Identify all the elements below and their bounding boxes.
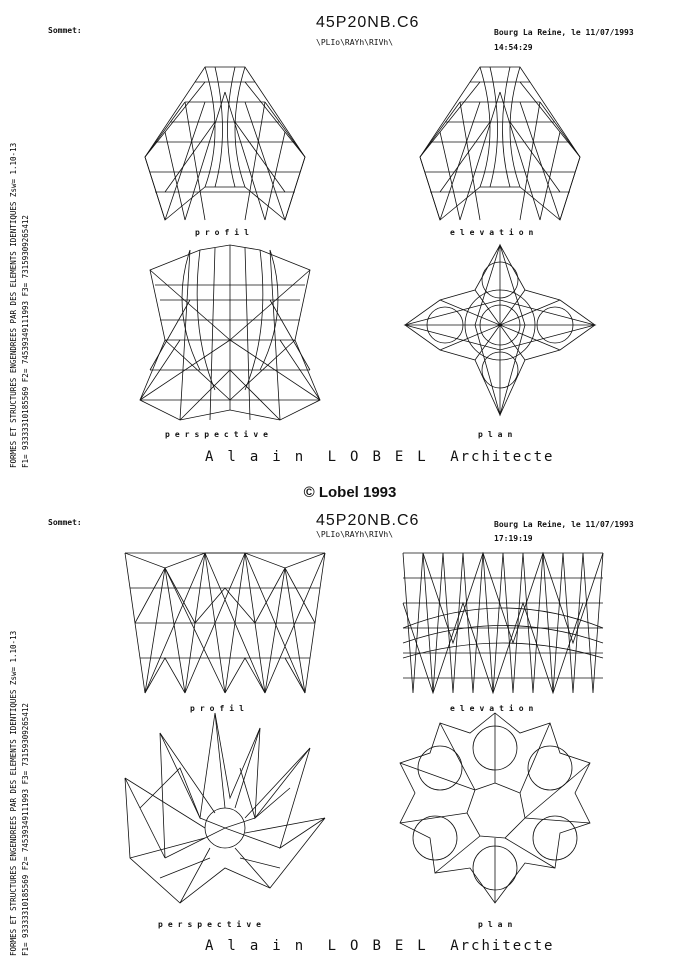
copyright-caption: © Lobel 1993 bbox=[303, 484, 397, 501]
place-date: Bourg La Reine, le 11/07/1993 bbox=[494, 28, 634, 37]
drawing-sheet-bottom bbox=[0, 508, 700, 962]
side-caption-line-1: FORMES ET STRUCTURES ENGENDREES PAR DES ELEMENTS IDENTIQUES Zsw= 1.10-13 bbox=[9, 630, 18, 956]
elevation-view-drawing bbox=[410, 62, 590, 222]
perspective-view-drawing bbox=[120, 708, 330, 913]
place-date: Bourg La Reine, le 11/07/1993 bbox=[494, 520, 634, 529]
author-title: Architecte bbox=[450, 449, 555, 465]
profile-label: profil bbox=[195, 228, 254, 237]
drawing-path: \PLIo\RAYh\RIVh\ bbox=[316, 38, 394, 47]
author-signature bbox=[205, 449, 554, 465]
drawing-time: 14:54:29 bbox=[494, 43, 533, 52]
author-last-name: LOBEL bbox=[327, 938, 440, 954]
plan-view-drawing bbox=[400, 240, 600, 420]
drawing-path: \PLIo\RAYh\RIVh\ bbox=[316, 530, 394, 539]
side-caption-line-2: F1= 93333310185569 F2= 74539349111993 F3= 73159309265412 bbox=[21, 703, 30, 956]
side-caption bbox=[0, 40, 48, 470]
author-last-name: LOBEL bbox=[327, 449, 440, 465]
perspective-view-drawing bbox=[130, 240, 330, 425]
side-caption-line-1: FORMES ET STRUCTURES ENGENDREES PAR DES ELEMENTS IDENTIQUES Zsw= 1.10-13 bbox=[9, 142, 18, 468]
drawing-code: 45P20NB.C6 bbox=[316, 14, 420, 31]
elevation-view-drawing bbox=[398, 548, 608, 698]
elevation-label: elevation bbox=[450, 228, 539, 237]
sommet-label: Sommet: bbox=[48, 518, 82, 527]
profile-view-drawing bbox=[120, 548, 330, 698]
side-caption bbox=[0, 518, 48, 958]
drawing-code: 45P20NB.C6 bbox=[316, 512, 420, 529]
author-first-name: Alain bbox=[205, 938, 318, 954]
elevation-label: elevation bbox=[450, 704, 539, 713]
profile-view-drawing bbox=[135, 62, 315, 222]
perspective-label: perspective bbox=[158, 920, 266, 929]
side-caption-line-2: F1= 93333310185569 F2= 74539349111993 F3= 73159309265412 bbox=[21, 215, 30, 468]
author-title: Architecte bbox=[450, 938, 555, 954]
plan-label: plan bbox=[478, 430, 518, 439]
plan-view-drawing bbox=[395, 708, 595, 908]
plan-label: plan bbox=[478, 920, 518, 929]
profile-label: profil bbox=[190, 704, 249, 713]
drawing-time: 17:19:19 bbox=[494, 534, 533, 543]
perspective-label: perspective bbox=[165, 430, 273, 439]
drawing-sheet-top bbox=[0, 0, 700, 478]
author-signature bbox=[205, 938, 554, 954]
sommet-label: Sommet: bbox=[48, 26, 82, 35]
author-first-name: Alain bbox=[205, 449, 318, 465]
